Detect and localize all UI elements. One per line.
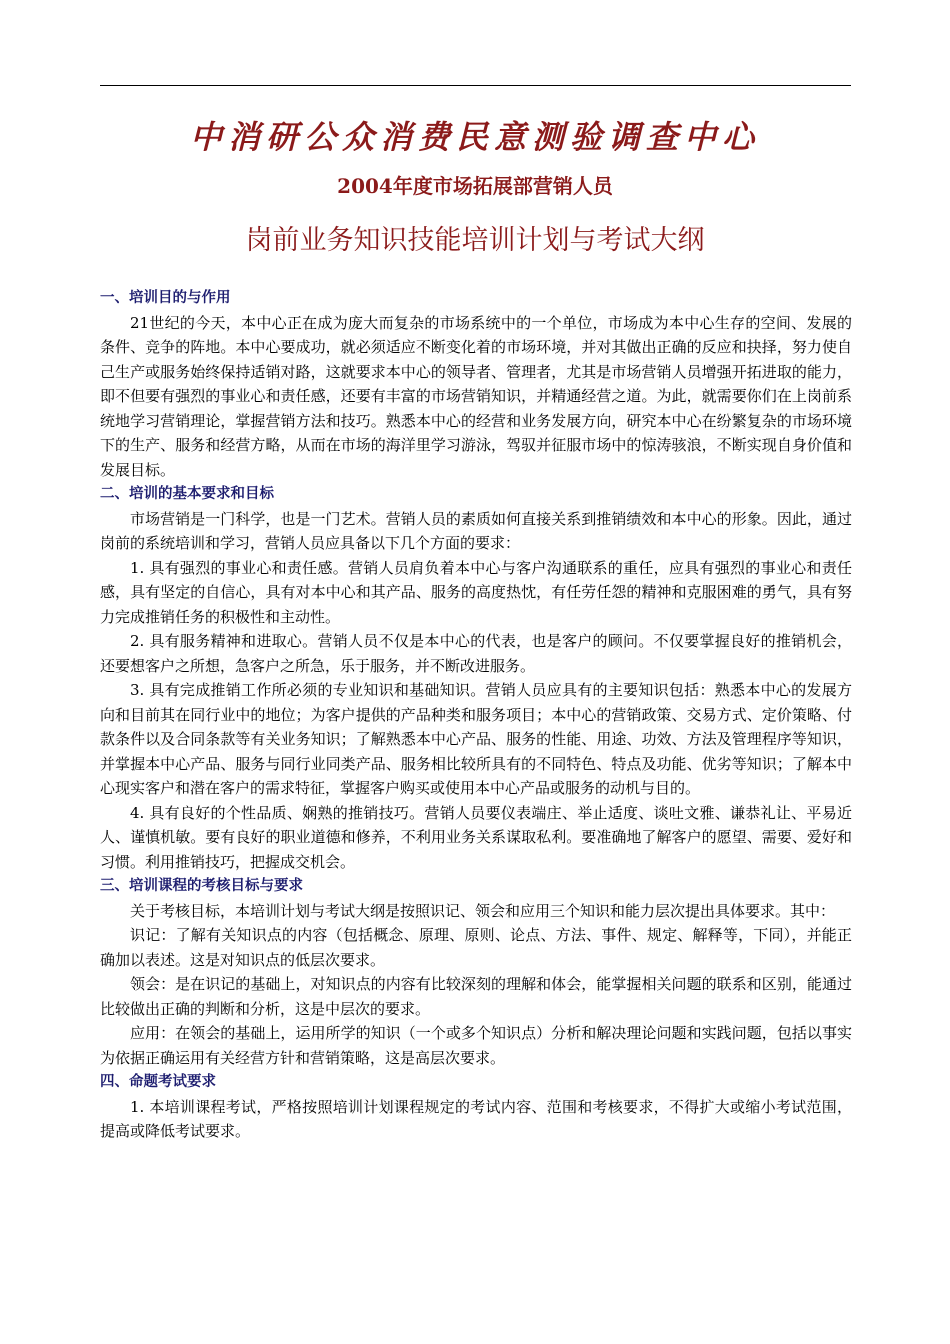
section-heading: 一、培训目的与作用	[100, 290, 231, 306]
document-title: 岗前业务知识技能培训计划与考试大纲	[245, 225, 705, 256]
paragraph: 21世纪的今天，本中心正在成为庞大而复杂的市场系统中的一个单位，市场成为本中心生存的空间、发展的条件、竞争的阵地。本中心要成功，就必须适应不断变化着的市场环境，并对其做出正确的反应和抉择，努力使自己生产或服务始终保持适销对路，这就要求本中心的领导者、管理者，尤其是市场营销人员增强开拓进取的能力，即不但要有强烈的事业心和责任感，还要有丰富的市场营销知识，并精通经营之道。为此，就需要你们在上岗前系统地学习营销理论，掌握营销方法和技巧。熟悉本中心的经营和业务发展方向，研究本中心在纷繁复杂的市场环境下的生产、服务和经营方略，从而在市场的海洋里学习游泳，驾驭并征服市场中的惊涛骇浪，不断实现自身价值和发展目标。	[100, 313, 852, 479]
paragraph: 领会：是在识记的基础上，对知识点的内容有比较深刻的理解和体会，能掌握相关问题的联系和区别，能通过比较做出正确的判断和分析，这是中层次的要求。	[100, 975, 852, 1018]
paragraph: 3. 具有完成推销工作所必须的专业知识和基础知识。营销人员应具有的主要知识包括：熟悉本中心的发展方向和目前其在同行业中的地位；为客户提供的产品种类和服务项目；本中心的营销政策、交易方式、定价策略、付款条件以及合同条款等有关业务知识；了解熟悉本中心产品、服务的性能、用途、功效、方法及管理程序等知识，并掌握本中心产品、服务与同行业同类产品、服务相比较所具有的不同特色、特点及功能、优劣等知识；了解本中心现实客户和潜在客户的需求特征，掌握客户购买或使用本中心产品或服务的动机与目的。	[100, 681, 852, 797]
header-rule	[100, 85, 851, 86]
section-heading: 二、培训的基本要求和目标	[100, 486, 274, 502]
document-body	[100, 286, 852, 1144]
paragraph: 关于考核目标，本培训计划与考试大纲是按照识记、领会和应用三个知识和能力层次提出具体要求。其中：	[130, 901, 836, 920]
paragraph: 应用：在领会的基础上，运用所学的知识（一个或多个知识点）分析和解决理论问题和实践问题，包括以事实为依据正确运用有关经营方针和营销策略，这是高层次要求。	[100, 1024, 852, 1067]
paragraph: 识记：了解有关知识点的内容（包括概念、原理、原则、论点、方法、事件、规定、解释等，下同），并能正确加以表述。这是对知识点的低层次要求。	[100, 926, 852, 969]
paragraph: 市场营销是一门科学，也是一门艺术。营销人员的素质如何直接关系到推销绩效和本中心的形象。因此，通过岗前的系统培训和学习，营销人员应具备以下几个方面的要求：	[100, 509, 852, 552]
paragraph: 1. 本培训课程考试，严格按照培训计划课程规定的考试内容、范围和考核要求，不得扩大或缩小考试范围，提高或降低考试要求。	[100, 1097, 852, 1140]
paragraph: 1. 具有强烈的事业心和责任感。营销人员肩负着本中心与客户沟通联系的重任，应具有强烈的事业心和责任感，具有坚定的自信心，具有对本中心和其产品、服务的高度热忱，有任劳任怨的精神和克服困难的勇气，具有努力完成推销任务的积极性和主动性。	[100, 558, 852, 626]
paragraph: 4. 具有良好的个性品质、娴熟的推销技巧。营销人员要仪表端庄、举止适度、谈吐文雅、谦恭礼让、平易近人、谨慎机敏。要有良好的职业道德和修养，不利用业务关系谋取私利。要准确地了解客户的愿望、需要、爱好和习惯。利用推销技巧，把握成交机会。	[100, 803, 852, 871]
org-title: 中消研公众消费民意测验调查中心	[189, 118, 760, 156]
paragraph: 2. 具有服务精神和进取心。营销人员不仅是本中心的代表，也是客户的顾问。不仅要掌握良好的推销机会，还要想客户之所想，急客户之所急，乐于服务，并不断改进服务。	[100, 632, 852, 675]
subtitle: 2004年度市场拓展部营销人员	[337, 174, 613, 198]
section-heading: 三、培训课程的考核目标与要求	[100, 878, 303, 894]
section-heading: 四、命题考试要求	[100, 1074, 216, 1090]
